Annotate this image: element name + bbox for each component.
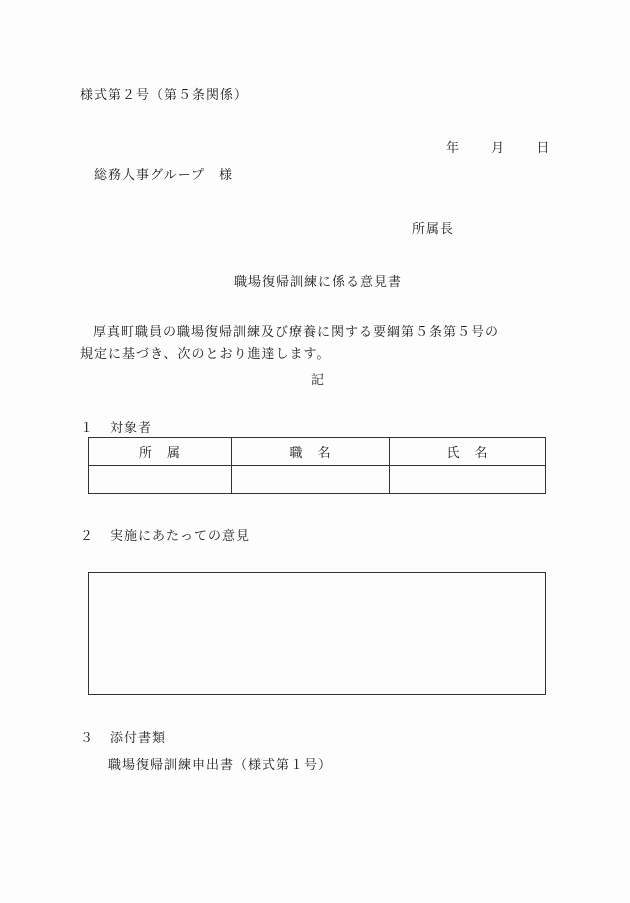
subject-table-header (89, 438, 546, 466)
section-1-number: １ (80, 421, 95, 436)
header-affiliation: 所 属 (89, 438, 232, 466)
date-day: 日 (536, 141, 551, 156)
table-row (89, 466, 546, 494)
section-3-number: ３ (80, 731, 95, 746)
body-line-2: 規定に基づき、次のとおり進達します。 (80, 347, 331, 362)
cell-affiliation[interactable] (89, 466, 232, 494)
header-position: 職 名 (232, 438, 390, 466)
header-name: 氏 名 (390, 438, 546, 466)
section-2-number: ２ (80, 529, 95, 544)
addressee: 総務人事グループ 様 (94, 168, 233, 183)
body-line-1: 厚真町職員の職場復帰訓練及び療養に関する要綱第５条第５号の (93, 325, 500, 340)
section-2-title: 実施にあたっての意見 (110, 529, 251, 544)
date-line (446, 137, 550, 156)
section-1-heading (80, 417, 152, 436)
section-2-heading (80, 525, 250, 544)
form-number: 様式第２号（第５条関係） (80, 88, 249, 103)
document-title: 職場復帰訓練に係る意見書 (233, 275, 402, 290)
date-month: 月 (491, 141, 506, 156)
section-3-heading (80, 727, 166, 746)
attachment-item: 職場復帰訓練申出書（様式第１号） (108, 758, 333, 773)
body-text (80, 322, 550, 366)
subject-table (88, 437, 546, 494)
date-year: 年 (446, 141, 461, 156)
cell-name[interactable] (390, 466, 546, 494)
cell-position[interactable] (232, 466, 390, 494)
ki-marker: 記 (310, 373, 325, 388)
opinion-box[interactable] (88, 572, 546, 695)
section-1-title: 対象者 (110, 421, 153, 436)
section-3-title: 添付書類 (110, 731, 167, 746)
sender: 所属長 (412, 222, 455, 237)
